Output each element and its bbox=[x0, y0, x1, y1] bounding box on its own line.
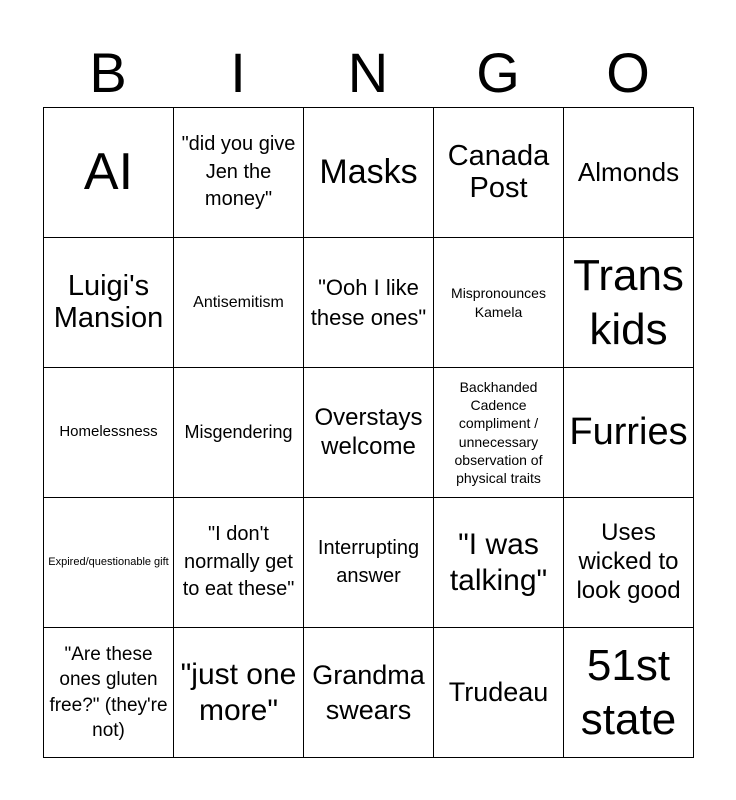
cell-text: Homelessness bbox=[59, 423, 158, 441]
bingo-cell[interactable] bbox=[434, 368, 564, 498]
cell-text: Grandma swears bbox=[312, 659, 425, 725]
cell-text: "just one more" bbox=[180, 658, 297, 727]
bingo-cell[interactable] bbox=[44, 108, 174, 238]
bingo-cell[interactable] bbox=[564, 238, 694, 368]
cell-text: Misgendering bbox=[184, 421, 293, 442]
header-letter-n: N bbox=[347, 41, 389, 104]
bingo-cell[interactable] bbox=[434, 628, 564, 758]
cell-text: Almonds bbox=[577, 157, 680, 188]
cell-text: "I was talking" bbox=[449, 528, 548, 597]
header-letter-o: O bbox=[606, 41, 650, 104]
header-letter-g: G bbox=[476, 41, 520, 104]
bingo-cell[interactable] bbox=[564, 368, 694, 498]
bingo-cell[interactable] bbox=[564, 108, 694, 238]
bingo-cell[interactable] bbox=[174, 498, 304, 628]
cell-text: Uses wicked to look good bbox=[576, 519, 681, 604]
cell-text: Expired/questionable gift bbox=[48, 556, 169, 569]
bingo-cell[interactable] bbox=[44, 238, 174, 368]
cell-text: Interrupting answer bbox=[317, 536, 420, 587]
bingo-cell[interactable] bbox=[434, 498, 564, 628]
header-letter-i: I bbox=[230, 41, 246, 104]
cell-text: Trudeau bbox=[448, 677, 549, 708]
cell-text: Furries bbox=[569, 410, 688, 453]
cell-text: "Are these ones gluten free?" (they're not) bbox=[49, 643, 168, 741]
bingo-cell[interactable] bbox=[564, 628, 694, 758]
bingo-cell[interactable] bbox=[304, 108, 434, 238]
header-letter-b: B bbox=[89, 41, 127, 104]
bingo-cell[interactable] bbox=[174, 108, 304, 238]
bingo-cell[interactable] bbox=[304, 368, 434, 498]
bingo-cell[interactable] bbox=[174, 238, 304, 368]
bingo-grid bbox=[43, 107, 694, 758]
cell-text: Overstays welcome bbox=[314, 403, 423, 460]
cell-text: Masks bbox=[319, 153, 418, 192]
cell-text: Backhanded Cadence compliment / unnecessary observation of physical traits bbox=[454, 378, 543, 486]
cell-text: Trans kids bbox=[573, 250, 684, 354]
bingo-cell[interactable] bbox=[44, 368, 174, 498]
bingo-cell[interactable] bbox=[174, 628, 304, 758]
bingo-cell[interactable] bbox=[44, 498, 174, 628]
bingo-cell[interactable] bbox=[44, 628, 174, 758]
cell-text: Canada Post bbox=[447, 139, 550, 204]
bingo-cell[interactable] bbox=[434, 108, 564, 238]
cell-text: "did you give Jen the money" bbox=[181, 133, 296, 211]
bingo-cell[interactable] bbox=[304, 628, 434, 758]
cell-text: Luigi's Mansion bbox=[53, 269, 164, 334]
cell-text: Antisemitism bbox=[193, 293, 284, 311]
cell-text: Mispronounces Kamela bbox=[451, 285, 546, 320]
cell-text: AI bbox=[83, 142, 134, 201]
bingo-cell[interactable] bbox=[434, 238, 564, 368]
cell-text: 51st state bbox=[580, 640, 677, 744]
bingo-cell[interactable] bbox=[174, 368, 304, 498]
bingo-cell[interactable] bbox=[564, 498, 694, 628]
bingo-cell[interactable] bbox=[304, 498, 434, 628]
bingo-cell[interactable] bbox=[304, 238, 434, 368]
cell-text: "Ooh I like these ones" bbox=[310, 275, 427, 330]
cell-text: "I don't normally get to eat these" bbox=[182, 523, 295, 601]
bingo-header bbox=[43, 40, 693, 106]
